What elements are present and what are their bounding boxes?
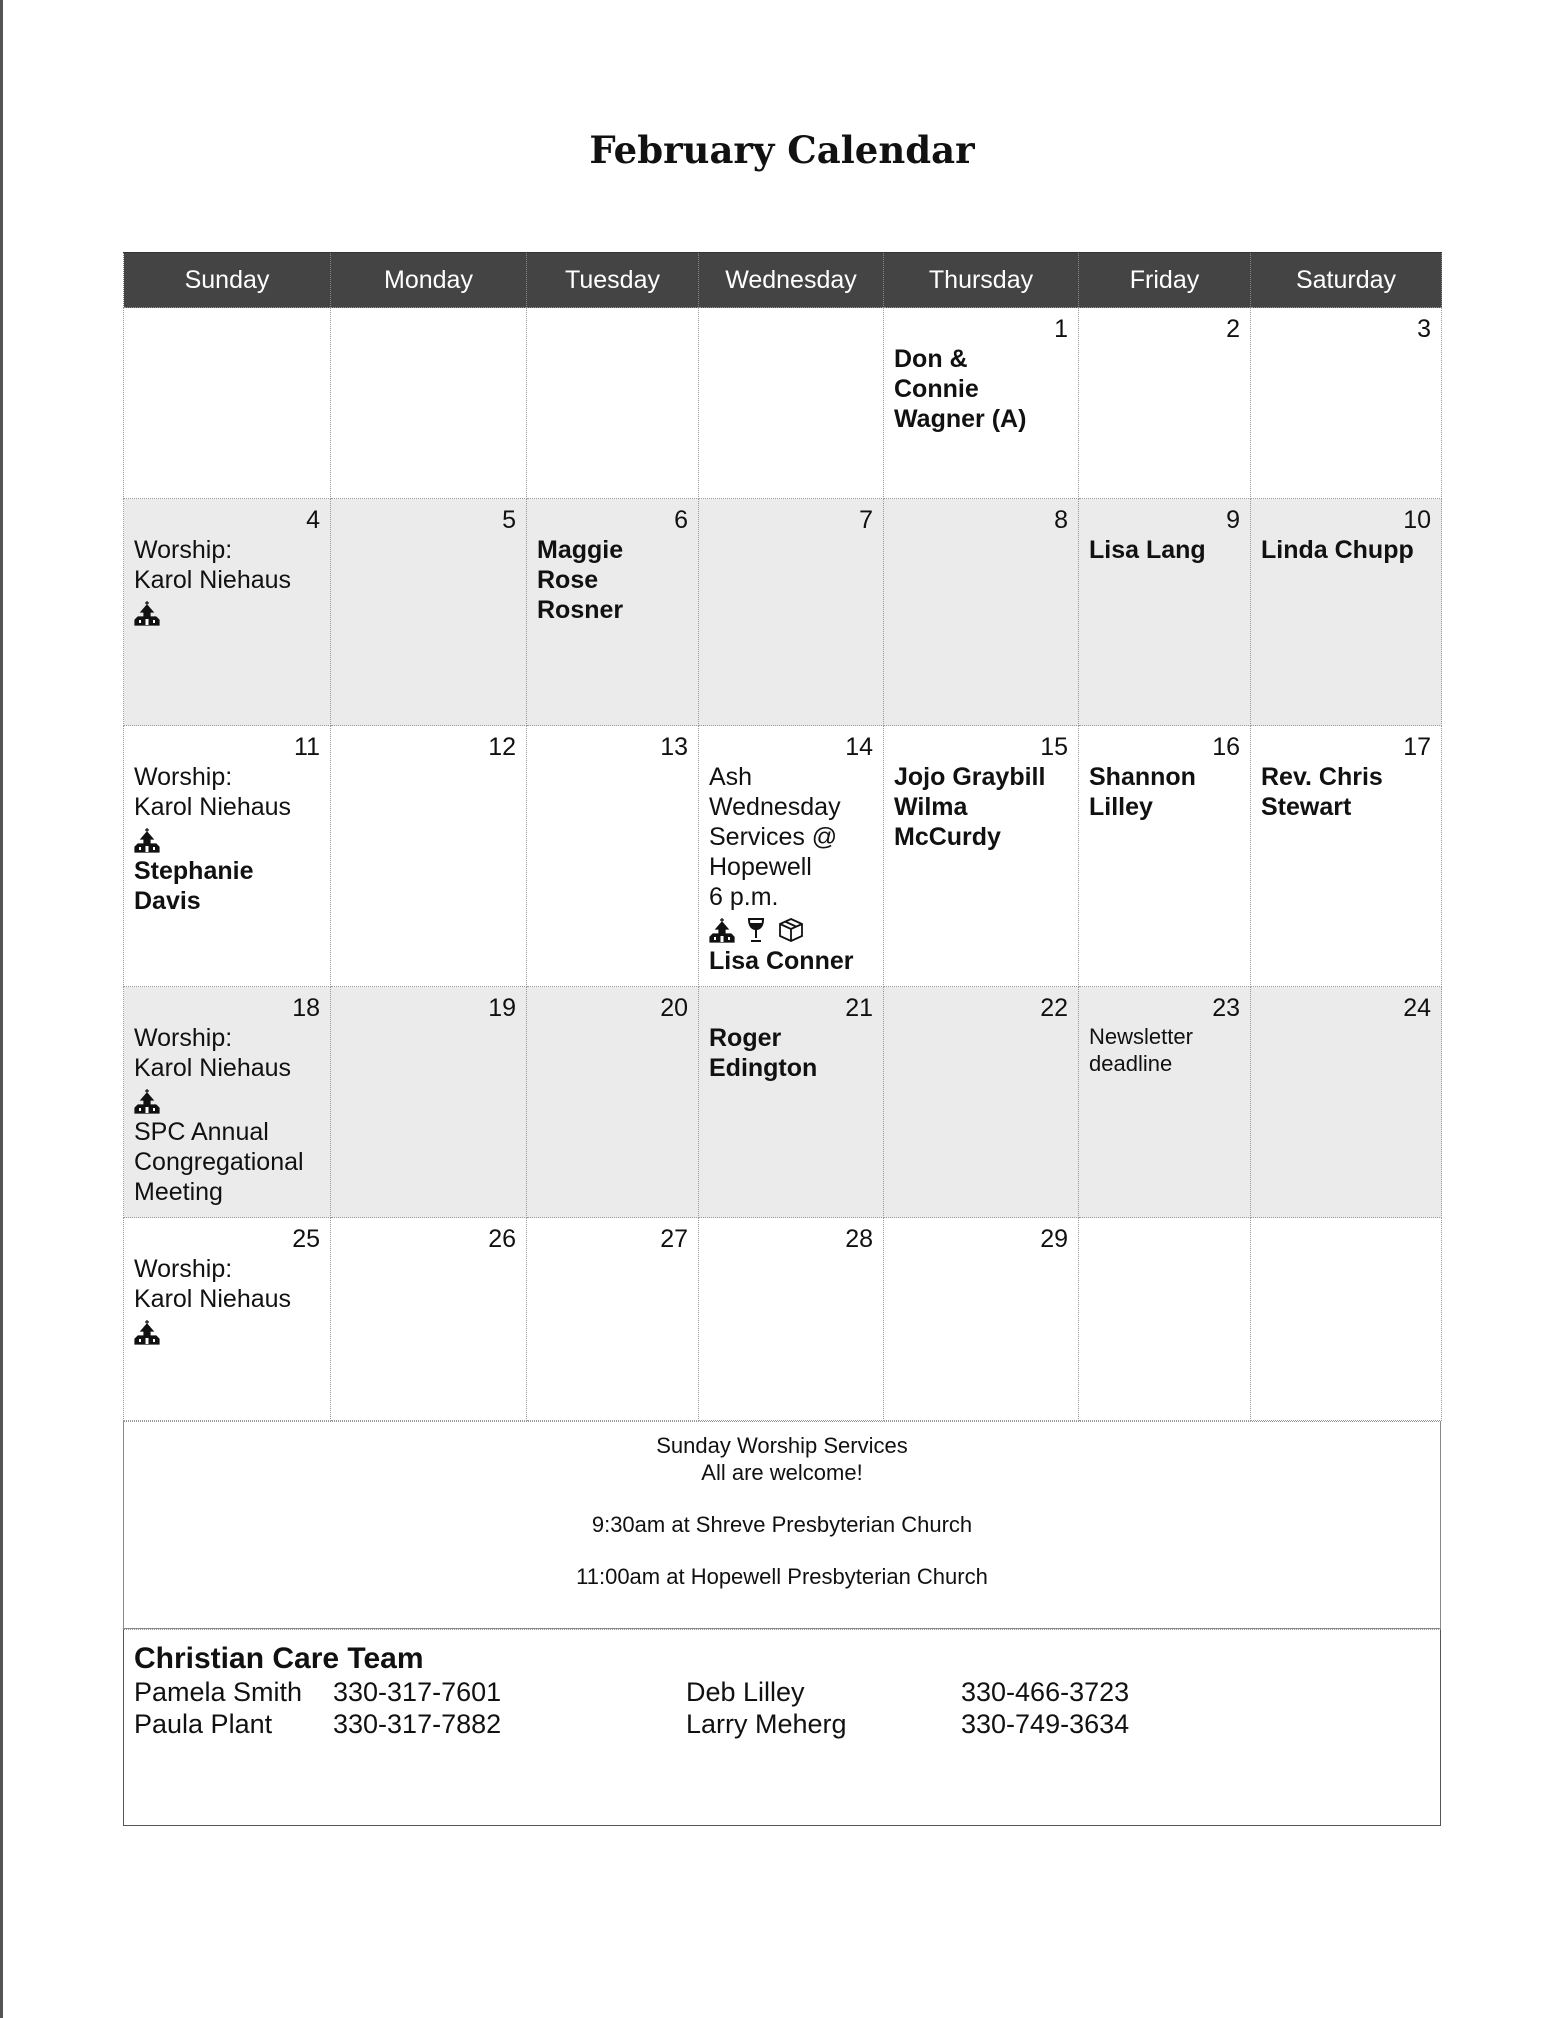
care-member-name: Larry Meherg <box>686 1709 847 1739</box>
calendar-grid <box>123 252 1442 1421</box>
day-cell-2 <box>1079 308 1251 499</box>
day-cell-21 <box>699 987 884 1218</box>
day-number: 21 <box>845 994 873 1022</box>
icon-row <box>134 1085 320 1117</box>
day-cell-4 <box>124 499 331 726</box>
event-text: deadline <box>1089 1051 1173 1076</box>
day-cell-14 <box>699 726 884 987</box>
birthday-name: Maggie <box>537 536 624 564</box>
day-cell-29 <box>884 1218 1079 1421</box>
birthday-name: Wilma <box>894 793 968 821</box>
day-number: 10 <box>1403 506 1431 534</box>
day-cell-10 <box>1251 499 1442 726</box>
day-number: 20 <box>660 994 688 1022</box>
event-text: 6 p.m. <box>709 883 779 911</box>
event-text: Karol Niehaus <box>134 566 292 594</box>
birthday-name: Edington <box>709 1054 818 1082</box>
birthday-name: Connie <box>894 375 979 403</box>
birthday-name: Linda Chupp <box>1261 536 1414 564</box>
day-number: 9 <box>1226 506 1240 534</box>
weekday-saturday: Saturday <box>1251 253 1442 308</box>
birthday-name: Stewart <box>1261 793 1352 821</box>
day-cell-7 <box>699 499 884 726</box>
birthday-name: Don & <box>894 345 968 373</box>
day-number: 22 <box>1040 994 1068 1022</box>
birthday-name: Rev. Chris <box>1261 763 1383 791</box>
day-cell-8 <box>884 499 1079 726</box>
weekday-tuesday: Tuesday <box>527 253 699 308</box>
care-team-box <box>123 1629 1441 1826</box>
week-row-3 <box>124 726 1442 987</box>
care-member-phone: 330-749-3634 <box>961 1709 1130 1739</box>
day-cell-22 <box>884 987 1079 1218</box>
event-text: Karol Niehaus <box>134 1054 292 1082</box>
day-number: 12 <box>488 733 516 761</box>
birthday-name: McCurdy <box>894 823 1001 851</box>
event-text: Worship: <box>134 1255 233 1283</box>
church-icon <box>134 600 160 626</box>
church-icon <box>134 1088 160 1114</box>
day-number: 23 <box>1212 994 1240 1022</box>
worship-service-shreve: 9:30am at Shreve Presbyterian Church <box>591 1512 973 1537</box>
day-number: 7 <box>859 506 873 534</box>
day-cell-19 <box>331 987 527 1218</box>
birthday-name: Roger <box>709 1024 782 1052</box>
day-cell-18 <box>124 987 331 1218</box>
icon-row <box>134 824 320 856</box>
event-text: Newsletter <box>1089 1024 1193 1049</box>
week-row-5 <box>124 1218 1442 1421</box>
day-number: 26 <box>488 1225 516 1253</box>
communion-cup-icon <box>745 917 767 943</box>
birthday-name: Shannon <box>1089 763 1196 791</box>
page-title: February Calendar <box>589 128 975 172</box>
worship-service-hopewell: 11:00am at Hopewell Presbyterian Church <box>576 1564 988 1589</box>
event-text: Congregational <box>134 1148 304 1176</box>
event-text: Services @ <box>709 823 838 851</box>
page-left-rule <box>0 0 3 2018</box>
day-number: 18 <box>292 994 320 1022</box>
care-member-phone: 330-317-7601 <box>333 1677 502 1707</box>
birthday-name: Davis <box>134 887 201 915</box>
day-cell-16 <box>1079 726 1251 987</box>
church-icon <box>134 1319 160 1345</box>
church-icon <box>134 827 160 853</box>
birthday-name: Lisa Conner <box>709 947 854 975</box>
day-cell-empty <box>1079 1218 1251 1421</box>
day-cell-23 <box>1079 987 1251 1218</box>
weekday-wednesday: Wednesday <box>699 253 884 308</box>
day-cell-empty <box>124 308 331 499</box>
church-icon <box>709 917 735 943</box>
worship-heading: Sunday Worship Services <box>656 1433 908 1458</box>
care-member-name: Deb Lilley <box>686 1677 805 1707</box>
day-cell-24 <box>1251 987 1442 1218</box>
day-number: 17 <box>1403 733 1431 761</box>
day-number: 4 <box>306 506 320 534</box>
event-text: Wednesday <box>709 793 841 821</box>
care-member-phone: 330-466-3723 <box>961 1677 1130 1707</box>
weekday-header-row <box>124 253 1442 308</box>
event-text: Karol Niehaus <box>134 793 292 821</box>
care-member-name: Paula Plant <box>134 1709 273 1739</box>
day-cell-20 <box>527 987 699 1218</box>
icon-row <box>709 914 873 946</box>
day-number: 25 <box>292 1225 320 1253</box>
day-number: 11 <box>294 733 320 761</box>
day-number: 29 <box>1040 1225 1068 1253</box>
day-number: 6 <box>674 506 688 534</box>
day-number: 13 <box>660 733 688 761</box>
day-cell-12 <box>331 726 527 987</box>
event-text: Worship: <box>134 763 233 791</box>
day-cell-empty <box>699 308 884 499</box>
care-team-list <box>134 1676 1430 1746</box>
worship-welcome: All are welcome! <box>701 1460 863 1485</box>
day-cell-25 <box>124 1218 331 1421</box>
weekday-friday: Friday <box>1079 253 1251 308</box>
day-number: 3 <box>1417 315 1431 343</box>
birthday-name: Wagner (A) <box>894 405 1027 433</box>
day-number: 19 <box>488 994 516 1022</box>
day-cell-28 <box>699 1218 884 1421</box>
icon-row <box>134 597 320 629</box>
day-cell-3 <box>1251 308 1442 499</box>
day-number: 1 <box>1054 315 1068 343</box>
week-row-2 <box>124 499 1442 726</box>
day-number: 5 <box>502 506 516 534</box>
day-cell-15 <box>884 726 1079 987</box>
week-row-4 <box>124 987 1442 1218</box>
event-text: SPC Annual <box>134 1118 269 1146</box>
offering-box-icon <box>777 917 805 943</box>
birthday-name: Jojo Graybill <box>894 763 1046 791</box>
birthday-name: Lilley <box>1089 793 1153 821</box>
birthday-name: Rosner <box>537 596 624 624</box>
day-cell-1 <box>884 308 1079 499</box>
day-number: 2 <box>1226 315 1240 343</box>
week-row-1 <box>124 308 1442 499</box>
day-number: 14 <box>845 733 873 761</box>
weekday-monday: Monday <box>331 253 527 308</box>
day-number: 24 <box>1403 994 1431 1022</box>
day-cell-26 <box>331 1218 527 1421</box>
day-cell-17 <box>1251 726 1442 987</box>
event-text: Meeting <box>134 1178 223 1206</box>
day-number: 28 <box>845 1225 873 1253</box>
day-cell-empty <box>331 308 527 499</box>
birthday-name: Lisa Lang <box>1089 536 1206 564</box>
event-text: Ash <box>709 763 753 791</box>
weekday-thursday: Thursday <box>884 253 1079 308</box>
event-text: Karol Niehaus <box>134 1285 292 1313</box>
icon-row <box>134 1316 320 1348</box>
event-text: Hopewell <box>709 853 812 881</box>
day-cell-5 <box>331 499 527 726</box>
day-cell-13 <box>527 726 699 987</box>
day-cell-27 <box>527 1218 699 1421</box>
care-member-phone: 330-317-7882 <box>333 1709 502 1739</box>
day-number: 15 <box>1040 733 1068 761</box>
day-number: 16 <box>1212 733 1240 761</box>
event-text: Worship: <box>134 536 233 564</box>
day-cell-6 <box>527 499 699 726</box>
day-cell-11 <box>124 726 331 987</box>
birthday-name: Rose <box>537 566 599 594</box>
weekday-sunday: Sunday <box>124 253 331 308</box>
care-team-title: Christian Care Team <box>134 1642 424 1675</box>
day-cell-empty <box>527 308 699 499</box>
day-number: 8 <box>1054 506 1068 534</box>
care-member-name: Pamela Smith <box>134 1677 303 1707</box>
day-number: 27 <box>660 1225 688 1253</box>
worship-services-box <box>123 1421 1441 1629</box>
day-cell-empty <box>1251 1218 1442 1421</box>
day-cell-9 <box>1079 499 1251 726</box>
event-text: Worship: <box>134 1024 233 1052</box>
birthday-name: Stephanie <box>134 857 254 885</box>
